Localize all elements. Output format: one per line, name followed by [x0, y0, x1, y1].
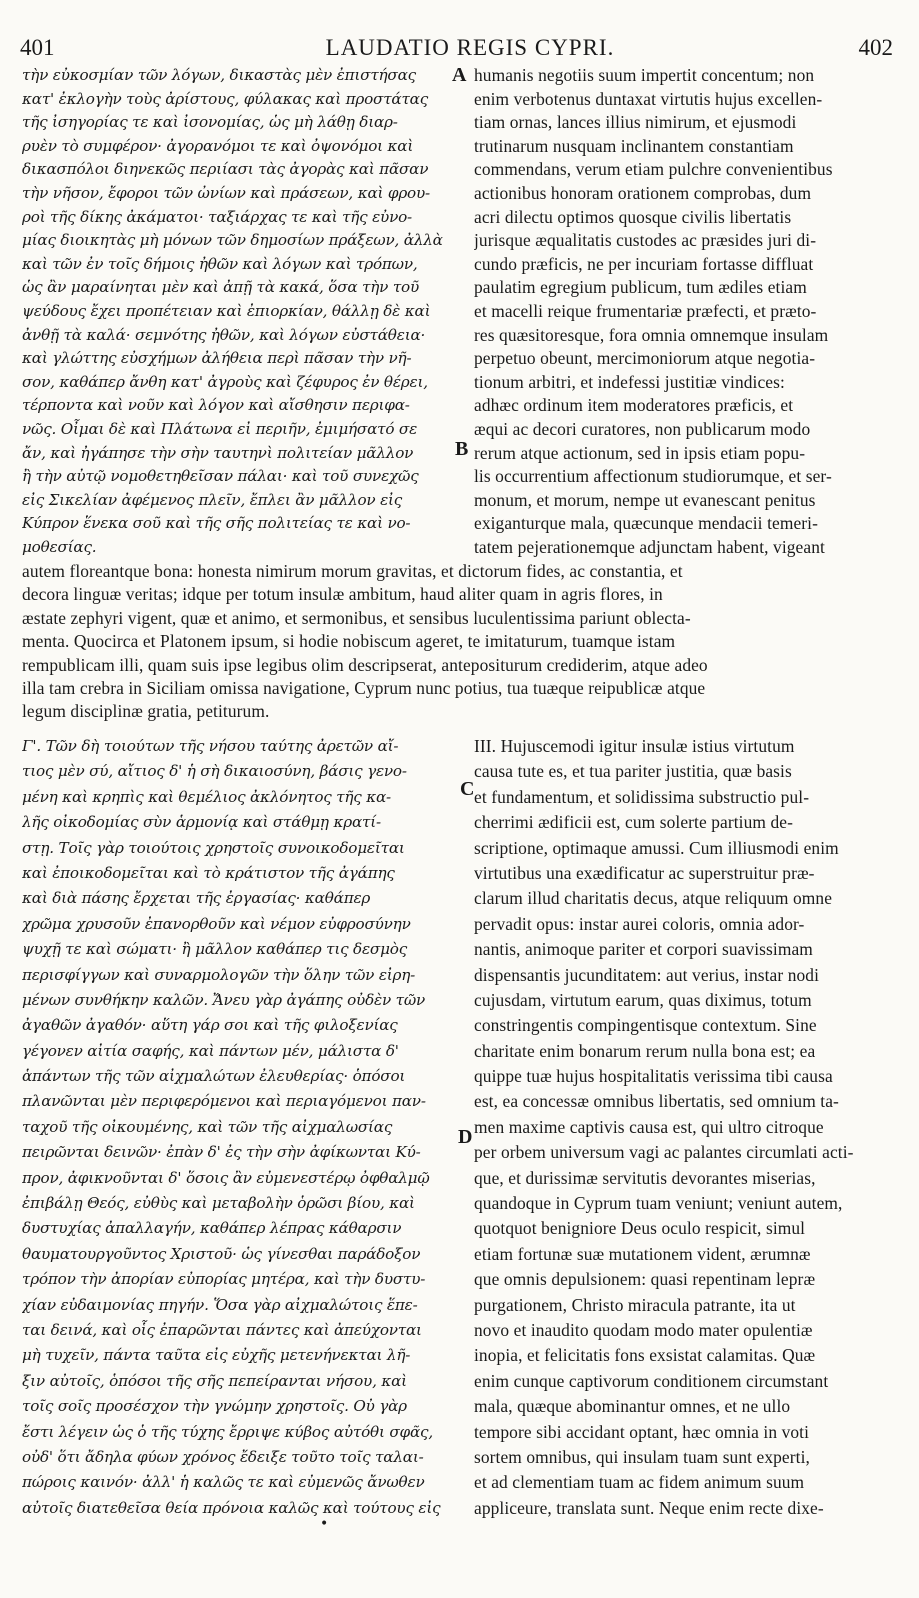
text-line: cundo præficis, ne per incuriam fortasse diffluat	[474, 253, 814, 274]
text-line: legum disciplinæ gratia, petiturum.	[22, 701, 270, 722]
page-header	[20, 35, 893, 61]
text-line: cujusdam, virtutum earum, quas diximus, totum	[474, 989, 812, 1010]
text-line: constringentis compingentisque contextum. Sine	[474, 1015, 817, 1036]
text-line: III. Hujuscemodi igitur insulæ istius virtutum	[474, 736, 795, 756]
text-line: ἁπάντων τῆς τῶν αἰχμαλώτων ἐλευθερίας· ὁπόσοι	[22, 1067, 406, 1086]
text-line: sortem omnibus, qui insulam tuam sunt experti,	[474, 1446, 810, 1467]
text-line: ἀνθῇ τὰ καλά· σεμνότης ἠθῶν, καὶ λόγων εὐστάθεια·	[22, 325, 426, 344]
text-line: ρυὲν τὸ συμφέρον· ἀγορανόμοι τε καὶ ὀψονόμοι καὶ	[22, 136, 414, 155]
text-line: enim verbotenus duntaxat virtutis hujus excellen-	[474, 88, 823, 109]
text-line: appliceure, translata sunt. Neque enim recte dixe-	[474, 1497, 824, 1518]
text-line: et fundamentum, et solidissima substructio pul-	[474, 786, 810, 807]
text-line: καὶ τῶν ἐν τοῖς δήμοις ἠθῶν καὶ λόγων καὶ τρόπων,	[22, 254, 418, 273]
text-line: τρόπον τὴν ἀπορίαν εὐπορίας μητέρα, καὶ τὴν δυστυ-	[22, 1270, 426, 1289]
text-line: etiam fortunæ suæ mutationem vident, ærumnæ	[474, 1243, 811, 1264]
text-line: μοθεσίας.	[22, 537, 97, 556]
text-line: pervadit opus: instar aurei coloris, omnia ador-	[474, 913, 805, 934]
text-line: ψεύδους ἔχει προπέτειαν καὶ ἐπιορκίαν, θάλλῃ δὲ καὶ	[22, 301, 431, 320]
text-line: men maxime captivis causa est, qui ultro citroque	[474, 1116, 824, 1137]
text-line: χίαν εὐδαιμονίας πηγήν. Ὅσα γὰρ αἰχμαλώτοις ἕπε-	[22, 1295, 418, 1314]
section-marker-d: D	[458, 1126, 473, 1148]
text-line: decora linguæ veritas; idque per totum insulæ ambitum, haud aliter quam in agris flores, in	[22, 584, 663, 605]
greek-column-bottom	[22, 734, 454, 1598]
text-line: menta. Quocirca et Platonem ipsum, si hodie nobiscum ageret, te imitaturum, tuamque istam	[22, 631, 676, 652]
text-line: quippe tuæ hujus hospitalitatis verissima tibi causa	[474, 1066, 833, 1087]
text-line: rerum atque actionum, sed in ipsis etiam popu-	[474, 442, 806, 463]
footer-mark: •	[320, 1516, 329, 1532]
page-number-left: 401	[20, 35, 55, 60]
text-line: λῆς οἰκοδομίας σὺν ἁρμονίᾳ καὶ στάθμῃ κρατί-	[22, 813, 381, 832]
text-line: καὶ ἐποικοδομεῖται καὶ τὸ κράτιστον τῆς ἀγάπης	[22, 863, 395, 882]
text-line: et ad clementiam tuam ac fidem animum suum	[474, 1472, 805, 1493]
text-line: paulatim egregium publicum, tum ædiles etiam	[474, 277, 807, 298]
text-line: et macelli reique frumentariæ præfecti, et præto-	[474, 300, 817, 321]
text-line: ταχοῦ τῆς οἰκουμένης, καὶ τῶν τῆς αἰχμαλωσίας	[22, 1117, 393, 1136]
text-line: γέγονεν αἰτία σαφής, καὶ πάντων μέν, μάλιστα δ'	[22, 1041, 399, 1060]
text-line: est, ea concessæ omnibus libertatis, sed omnium ta-	[474, 1091, 839, 1112]
page-number-right: 402	[858, 35, 893, 60]
text-line: tiam ornas, lances illius nimirum, et ejusmodi	[474, 112, 797, 133]
text-line: trutinarum nusquam inclinantem constantiam	[474, 135, 794, 156]
text-line: πώροις καινόν· ἀλλ' ἡ καλῶς τε καὶ εὐμενῶς ἄνωθεν	[22, 1473, 425, 1492]
text-line: αὐτοῖς διατεθεῖσα θεία πρόνοια καλῶς καὶ τούτους εἰς	[22, 1498, 441, 1517]
text-line: que omnis depulsionem: quasi repentinam lepræ	[474, 1269, 816, 1290]
text-line: monum, et morum, nempe ut evanescant penitus	[474, 489, 816, 510]
text-line: ἐπιβάλῃ Θεός, εὐθὺς καὶ μεταβολὴν ὁρῶσι βίου, καὶ	[22, 1194, 415, 1213]
text-line: τὴν εὐκοσμίαν τῶν λόγων, δικαστὰς μὲν ἐπιστήσας	[22, 66, 416, 84]
text-line: charitate enim bonarum rerum nulla bona est; ea	[474, 1040, 816, 1061]
text-line: περισφίγγων καὶ συναρμολογῶν τὴν ὅλην τῶν εἰρη-	[22, 965, 416, 984]
text-line: inopia, et felicitatis fons exsistat calamitas. Quæ	[474, 1345, 816, 1366]
section-marker-b: B	[455, 438, 469, 460]
latin-full-width-block	[22, 560, 902, 746]
text-line: purgationem, Christo miracula patrante, ita ut	[474, 1294, 796, 1315]
text-line: perpetuo obeunt, mercimoniorum atque negotia-	[474, 348, 816, 369]
text-line: exiganturque mala, quæcunque mendacii temeri-	[474, 513, 818, 534]
text-line: δυστυχίας ἀπαλλαγήν, καθάπερ λέπρας κάθαρσιν	[22, 1219, 402, 1238]
text-line: cherrimi ædificii est, cum solerte partium de-	[474, 812, 793, 833]
text-line: illa tam crebra in Siciliam omissa navigatione, Cyprum nunc potius, tua tuæque reipublicæ atque	[22, 677, 706, 698]
text-line: mala, quæque abominantur omnes, et ne ullo	[474, 1396, 791, 1417]
running-title: LAUDATIO REGIS CYPRI.	[325, 35, 615, 60]
text-line: τῆς ἰσηγορίας τε καὶ ἰσονομίας, ὡς μὴ λάθῃ διαρ-	[22, 113, 398, 132]
text-line: ἀγαθῶν ἀγαθόν· αὕτη γάρ σοι καὶ τῆς φιλοξενίας	[22, 1016, 398, 1035]
text-line: æstate zephyri vigent, quæ et animo, et sermonibus, et sensibus luculentissima pariunt oblecta-	[22, 607, 691, 628]
text-line: ὡς ἂν μαραίνηται μὲν καὶ ἀπῇ τὰ κακά, ὅσα τὴν τοῦ	[22, 278, 420, 297]
text-line: acri dilectu optimos quosque civilis libertatis	[474, 206, 792, 227]
text-line: lis occurrentium affectionum studiorumque, et ser-	[474, 466, 832, 487]
text-line: scriptione, optimaque amussi. Cum illiusmodi enim	[474, 837, 839, 858]
text-line: res quæsitoresque, fora omnia omnemque insulam	[474, 324, 829, 345]
text-line: θαυματουργοῦντος Χριστοῦ· ὡς γίνεσθαι παράδοξον	[22, 1244, 421, 1263]
text-line: τὴν νῆσον, ἔφοροι τῶν ὠνίων καὶ πράσεων, καὶ φρου-	[22, 183, 430, 202]
text-line: tionum arbitri, et indefessi justitiæ vindices:	[474, 371, 785, 392]
text-line: δικασπόλοι διηνεκῶς περιίασι τὰς ἀγορὰς καὶ πᾶσαν	[22, 160, 429, 179]
text-line: πειρῶνται δεινῶν· ἐπὰν δ' ἐς τὴν σὴν ἀφίκωνται Κύ-	[22, 1143, 421, 1162]
text-line: per orbem universum vagi ac palantes circumlati acti-	[474, 1142, 854, 1163]
text-line: καὶ γλώττης εὐσχήμων ἀλήθεια περὶ πᾶσαν τὴν νῆ-	[22, 349, 412, 368]
text-line: ψυχῇ τε καὶ σώματι· ἢ μᾶλλον καθάπερ τις δεσμὸς	[22, 940, 408, 959]
text-line: quandoque in Cyprum tuam veniunt; veniunt autem,	[474, 1193, 843, 1214]
text-line: jurisque æqualitatis custodes ac præsides juri di-	[474, 230, 817, 251]
text-line: autem floreantque bona: honesta nimirum morum gravitas, et dictorum fides, ac constantia, et	[22, 561, 683, 581]
text-line: enim cunque captivorum conditionem circumstant	[474, 1370, 829, 1391]
text-line: ροὶ τῆς δίκης ἀκάματοι· ταξιάρχας τε καὶ τῆς εὐνο-	[22, 207, 412, 226]
section-marker-a: A	[452, 64, 467, 86]
text-line: clarum illud charitatis decus, atque reliquum omne	[474, 888, 833, 909]
text-line: τοῖς σοῖς προσέσχον τὴν γνώμην χρηστοῖς. Οὐ γὰρ	[22, 1397, 407, 1416]
text-line: ξιν αὐτοῖς, ὁπόσοι τῆς σῆς πεπείρανται νήσου, καὶ	[22, 1371, 407, 1390]
text-line: μίας διοικητὰς μὴ μόνων τῶν δημοσίων πράξεων, ἀλλὰ	[22, 231, 443, 250]
text-line: nantis, animoque pariter et corpori suavissimam	[474, 939, 813, 960]
text-line: οὐδ' ὅτι ἄδηλα φύων χρόνος ἔδειξε τοῦτο τοῖς ταλαι-	[22, 1447, 424, 1466]
text-line: dispensantis jucunditatem: aut verius, instar nodi	[474, 964, 820, 985]
text-line: ται δεινά, καὶ οἷς ἐπαρῶνται πάντες καὶ ἀπεύχονται	[22, 1320, 422, 1339]
text-line: novo et inaudito quodam modo mater opulentiæ	[474, 1319, 813, 1340]
text-line: quotquot benigniore Deus oculo respicit, simul	[474, 1218, 806, 1239]
text-line: χρῶμα χρυσοῦν ἐπανορθοῦν καὶ νέμον εὐφροσύνην	[22, 914, 411, 933]
text-line: κατ' ἐκλογὴν τοὺς ἀρίστους, φύλακας καὶ προστάτας	[22, 89, 429, 108]
text-line: ἔστι λέγειν ὡς ὁ τῆς τύχης ἔρριψε κύβος αὐτόθι σφᾶς,	[22, 1422, 433, 1441]
text-line: μὴ τυχεῖν, πάντα ταῦτα εἰς εὐχῆς μετενήνεκται λῆ-	[22, 1346, 411, 1365]
text-line: adhæc ordinum item moderatores præficis, et	[474, 395, 794, 416]
text-line: rempublicam illi, quam suis ipse legibus olim descripserat, antepositurum crediderim, atque adeo	[22, 654, 708, 675]
text-line: πλανῶνται μὲν περιφερόμενοι καὶ περιαγόμενοι παν-	[22, 1092, 426, 1111]
text-line: μένη καὶ κρηπὶς καὶ θεμέλιος ἀκλόνητος τῆς κα-	[22, 787, 391, 806]
text-line: τέρποντα καὶ νοῦν καὶ λόγον καὶ αἴσθησιν περιφα-	[22, 396, 410, 415]
text-line: εἰς Σικελίαν ἀφέμενος πλεῖν, ἔπλει ἂν μᾶλλον εἰς	[22, 490, 403, 509]
text-line: Κύπρον ἕνεκα σοῦ καὶ τῆς σῆς πολιτείας τε καὶ νο-	[22, 514, 411, 533]
text-line: Γ'. Τῶν δὴ τοιούτων τῆς νήσου ταύτης ἀρετῶν αἴ-	[22, 737, 399, 755]
text-line: commendans, verum etiam pulchre convenientibus	[474, 159, 833, 180]
text-line: ἢ τὴν αὐτῷ νομοθετηθεῖσαν πάλαι· καὶ τοῦ συνεχῶς	[22, 467, 419, 486]
text-line: καὶ διὰ πάσης ἔρχεται τῆς ἐργασίας· καθάπερ	[22, 889, 371, 908]
text-line: causa tute es, et tua pariter justitia, quæ basis	[474, 761, 792, 782]
section-marker-c: C	[460, 778, 475, 800]
text-line: tatem pejerationemque adjunctam habent, vigeant	[474, 536, 825, 557]
text-line: actionibus honoram orationem comprobas, dum	[474, 182, 812, 203]
text-line: que, et durissimæ servitutis devorantes miserias,	[474, 1167, 816, 1188]
text-line: στῃ. Τοῖς γὰρ τοιούτοις χρηστοῖς συνοικοδομεῖται	[22, 838, 405, 857]
text-line: προν, ἀφικνοῦνται δ' ὅσοις ἂν εὐμενεστέρῳ ὀφθαλμῷ	[22, 1168, 430, 1187]
text-line: tempore sibi accidant optant, hæc omnia in voti	[474, 1421, 810, 1442]
latin-column-bottom	[474, 734, 902, 1598]
text-line: ἄν, καὶ ἠγάπησε τὴν σὴν ταυτηνὶ πολιτείαν μᾶλλον	[22, 443, 414, 462]
text-line: μένων συνθήκην καλῶν. Ἄνευ γὰρ ἀγάπης οὐδὲν τῶν	[22, 990, 426, 1009]
text-line: æqui ac decori curatores, non publicarum modo	[474, 418, 811, 439]
text-line: νῶς. Οἶμαι δὲ καὶ Πλάτωνα εἰ περιῆν, ἐμιμήσατό σε	[22, 419, 418, 438]
text-line: τιος μὲν σύ, αἴτιος δ' ἡ σὴ δικαιοσύνη, βάσις γενο-	[22, 762, 407, 781]
text-line: σον, καθάπερ ἄνθη κατ' ἀγροὺς καὶ ζέφυρος ἐν θέρει,	[22, 372, 428, 391]
text-line: virtutibus una exædificatur ac superstruitur præ-	[474, 862, 815, 883]
text-line: humanis negotiis suum impertit concentum; non	[474, 65, 815, 85]
